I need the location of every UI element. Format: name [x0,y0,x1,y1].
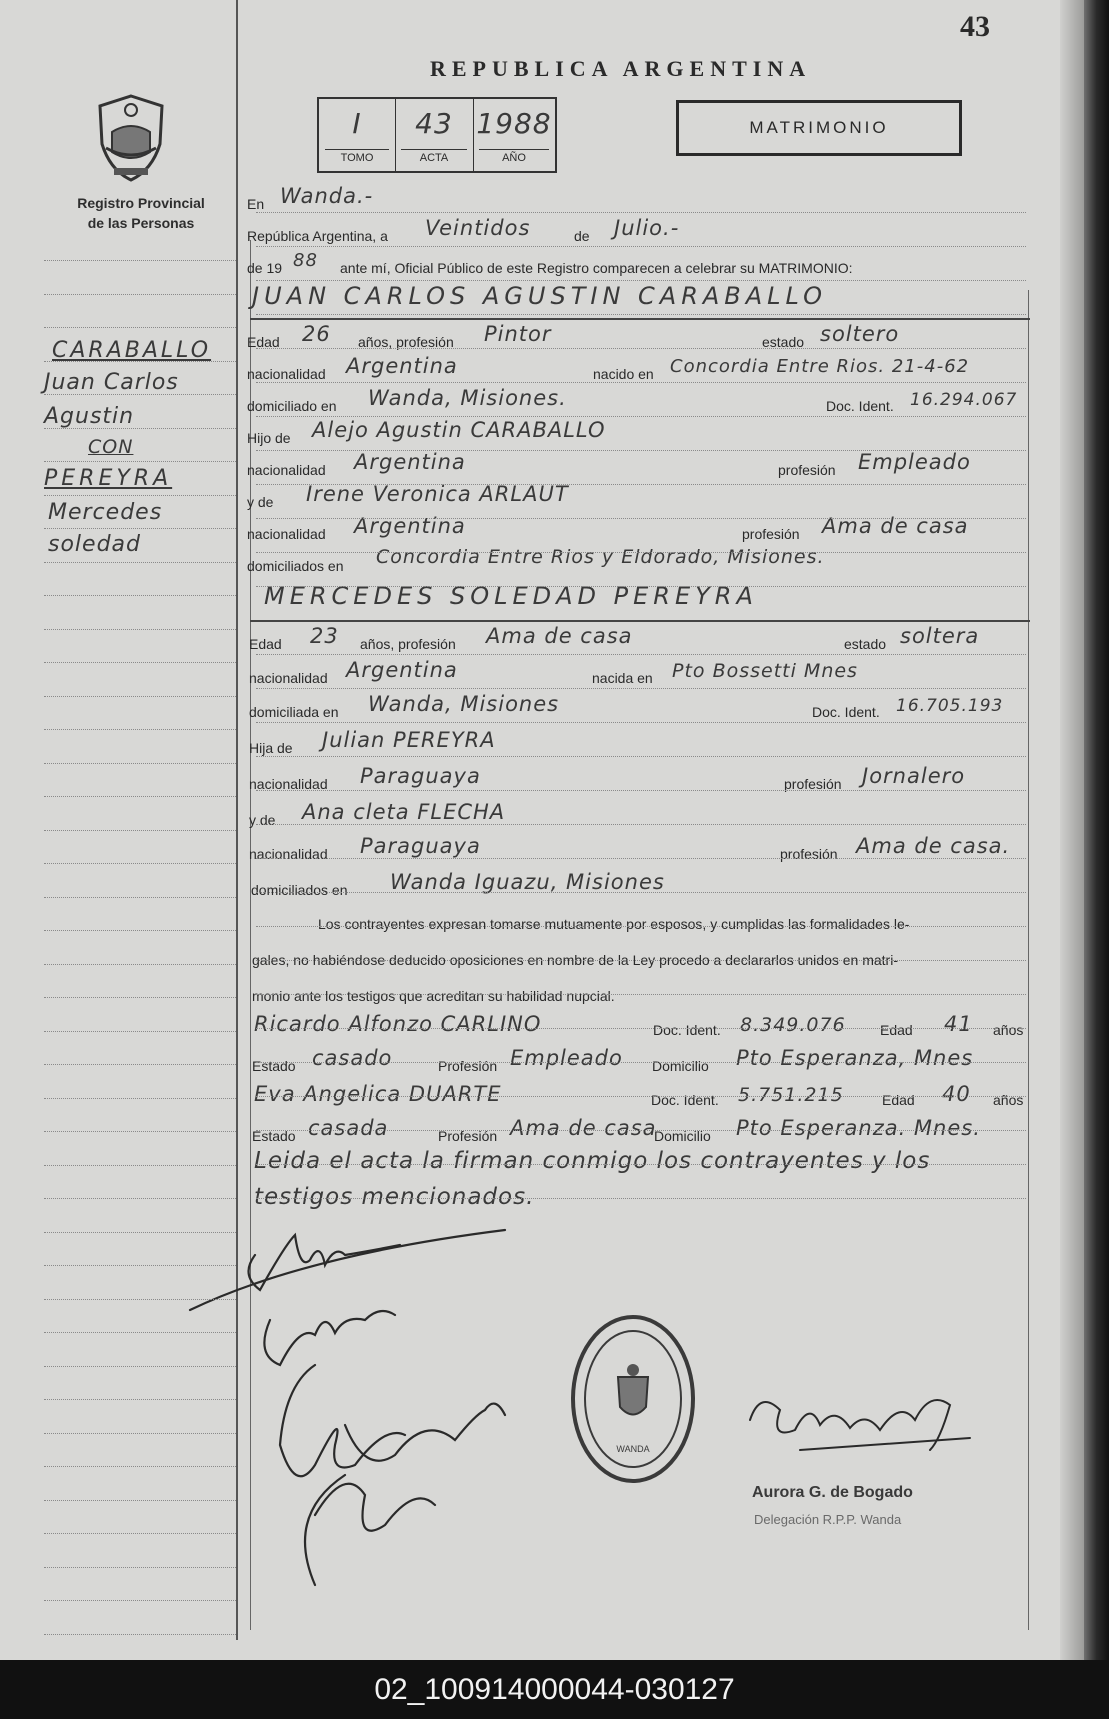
bride-edad-label: Edad [249,636,282,652]
margin-rule [44,1232,236,1233]
witness-2-doc: 5.751.215 [738,1084,844,1106]
margin-rule [44,1567,236,1568]
body-rule [256,1096,1026,1097]
bride-doms-label: domiciliados en [251,882,348,898]
bride-anos-label: años, profesión [360,636,456,652]
witness-1-profesion: Empleado [510,1046,623,1070]
margin-rule [44,1466,236,1467]
bride-estado-label: estado [844,636,887,652]
witness-2-edad-label: Edad [882,1092,915,1108]
margin-rule [44,562,236,563]
margin-rule [44,495,236,496]
witness-1-estado: casado [312,1046,393,1070]
tomo-value: I [352,107,362,140]
country-heading: REPUBLICA ARGENTINA [430,56,812,81]
registry-line-2: de las Personas [87,215,195,231]
ano-label: AÑO [479,149,549,164]
bride-padres-dom: Wanda Iguazu, Misiones [390,870,665,894]
bride-padre: Julian PEREYRA [322,728,496,752]
margin-rule [44,1031,236,1032]
name-divider-rule [250,318,1030,320]
margin-rule [44,930,236,931]
declaration-line-3: monio ante los testigos que acreditan su habilidad nupcial. [252,988,615,1004]
closing-line-2: testigos mencionados. [254,1184,535,1210]
margin-rule [44,863,236,864]
tomo-cell [319,99,396,171]
page-binding-shadow [1060,0,1084,1660]
witness-1-edad: 41 [944,1012,973,1036]
image-id-footer: 02_100914000044-030127 [0,1660,1109,1719]
margin-rule [44,1332,236,1333]
declaration-line-1: Los contrayentes expresan tomarse mutuamente por esposos, y cumplidas las formalidades le- [318,916,910,932]
witness-2-prof-label: Profesión [438,1128,498,1144]
bride-name: MERCEDES SOLEDAD PEREYRA [264,582,758,610]
bride-estado: soltera [900,624,980,648]
acta-box [317,97,557,173]
groom-name: JUAN CARLOS AGUSTIN CARABALLO [252,282,828,310]
officer-signature [740,1380,980,1470]
witness-2-estado-label: Estado [252,1128,296,1144]
body-rule [256,1028,1026,1029]
witness-1-dom-label: Domicilio [652,1058,709,1074]
bride-doc: 16.705.193 [896,696,1004,716]
margin-rule [44,1634,236,1635]
groom-madre-nac-label: nacionalidad [247,526,326,542]
margin-note-line-6: Mercedes [48,500,163,525]
body-rule [256,382,1026,383]
margin-rule [44,361,236,362]
margin-rule [44,830,236,831]
margin-rule [44,528,236,529]
groom-profesion: Pintor [484,322,552,346]
body-rule [256,314,1026,315]
registry-line-1: Registro Provincial [77,195,205,211]
bride-padre-nac-label: nacionalidad [249,776,328,792]
groom-madre-nac: Argentina [354,514,466,538]
ano-cell [473,99,555,171]
body-rule [256,688,1026,689]
body-rule [256,654,1026,655]
body-rule [256,416,1026,417]
margin-rule [44,595,236,596]
bride-yde-label: y de [249,812,276,828]
groom-estado-label: estado [762,334,805,350]
groom-domicilio: Wanda, Misiones. [368,386,567,410]
acta-label: ACTA [401,149,467,164]
bride-madre-prof: Ama de casa. [856,834,1011,858]
margin-rule [44,1265,236,1266]
margin-rule [44,696,236,697]
groom-padre-prof-label: profesión [778,462,836,478]
witness-2-name: Eva Angelica DUARTE [254,1082,502,1106]
margin-rule [44,964,236,965]
bride-madre-prof-label: profesión [780,846,838,862]
official-registry-stamp [568,1312,698,1487]
page-number: 43 [960,10,990,43]
margin-rule [44,1165,236,1166]
bride-padre-prof-label: profesión [784,776,842,792]
groom-padres-dom: Concordia Entre Rios y Eldorado, Misiones. [376,546,825,568]
margin-rule [44,1299,236,1300]
body-rule [256,586,1026,587]
margin-rule [44,260,236,261]
groom-padre: Alejo Agustin CARABALLO [312,418,606,442]
bride-madre: Ana cleta FLECHA [302,800,506,824]
margin-rule [44,796,236,797]
groom-padre-nac: Argentina [354,450,466,474]
body-rule [256,722,1026,723]
witness-1-name: Ricardo Alfonzo CARLINO [254,1012,542,1036]
groom-madre-prof: Ama de casa [822,514,969,538]
groom-doc-label: Doc. Ident. [826,398,894,414]
body-rule [256,790,1026,791]
officer-office: Delegación R.P.P. Wanda [754,1512,902,1527]
margin-rule [44,1399,236,1400]
body-rule [256,892,1026,893]
bride-nacida-label: nacida en [592,670,653,686]
en-label: En [247,196,265,212]
groom-madre-prof-label: profesión [742,526,800,542]
bride-profesion: Ama de casa [486,624,633,648]
margin-note-line-4: CON [88,436,134,458]
witness-1-domicilio: Pto Esperanza, Mnes [736,1046,974,1070]
margin-note-line-3: Agustin [44,404,135,429]
witness-1-anos-label: años [993,1022,1024,1038]
margin-rule [44,763,236,764]
bride-nac-label: nacionalidad [249,670,328,686]
groom-edad: 26 [302,322,331,346]
bride-dom-label: domiciliada en [249,704,339,720]
groom-padre-nac-label: nacionalidad [247,462,326,478]
groom-hijo-label: Hijo de [247,430,291,446]
margin-rule [44,662,236,663]
groom-yde-label: y de [247,494,274,510]
margin-rule [44,1064,236,1065]
registry-label [48,193,234,233]
witness-2-profesion: Ama de casa [510,1116,657,1140]
body-rule [256,280,1026,281]
groom-edad-label: Edad [247,334,280,350]
body-rule [256,824,1026,825]
bride-hija-label: Hija de [249,740,293,756]
bride-domicilio: Wanda, Misiones [368,692,560,716]
witness-2-domicilio: Pto Esperanza. Mnes. [736,1116,981,1140]
bride-madre-nac-label: nacionalidad [249,846,328,862]
margin-rule [44,897,236,898]
svg-text:WANDA: WANDA [616,1444,650,1454]
body-rule [256,518,1026,519]
margin-rule [44,1500,236,1501]
bride-padre-nac: Paraguaya [360,764,481,788]
witness-2-estado: casada [308,1116,389,1140]
margin-note-line-1: CARABALLO [52,338,212,363]
month-value: Julio.- [614,216,680,240]
margin-rule [44,997,236,998]
book-spine [1084,0,1109,1660]
groom-anos-label: años, profesión [358,334,454,350]
provincial-crest-icon [92,92,170,184]
groom-estado: soltero [820,322,900,346]
margin-rule [44,294,236,295]
groom-nac-label: nacionalidad [247,366,326,382]
bride-madre-nac: Paraguaya [360,834,481,858]
body-rule [256,1130,1026,1131]
declaration-line-2: gales, no habiéndose deducido oposiciones en nombre de la Ley procedo a declararlos unidos en matri- [252,952,898,968]
name-divider-rule [250,620,1030,622]
body-rule [256,926,1026,927]
margin-note-line-5: PEREYRA [44,466,173,491]
body-rule [256,246,1026,247]
witness-2-anos-label: años [993,1092,1024,1108]
witness-2-edad: 40 [942,1082,971,1106]
acta-value: 43 [415,107,453,140]
body-rule [256,858,1026,859]
body-rule [256,756,1026,757]
margin-rule [44,729,236,730]
body-rule [256,960,1026,961]
year-prefix: de 19 [247,260,283,276]
bride-nacida: Pto Bossetti Mnes [672,660,858,682]
republica-label: República Argentina, a [247,228,388,244]
margin-rule [44,461,236,462]
body-rule [256,994,1026,995]
bride-doc-label: Doc. Ident. [812,704,880,720]
body-rule [256,348,1026,349]
margin-rule [44,428,236,429]
margin-rule [44,1366,236,1367]
witness-1-prof-label: Profesión [438,1058,498,1074]
body-rule [256,450,1026,451]
witness-1-doc: 8.349.076 [740,1014,846,1036]
margin-rule [44,1131,236,1132]
bride-padre-prof: Jornalero [862,764,966,788]
closing-line-1: Leida el acta la firman conmigo los contrayentes y los [254,1148,931,1174]
margin-rule [44,1600,236,1601]
place-value: Wanda.- [280,184,374,208]
margin-rule [44,1198,236,1199]
margin-rule [44,394,236,395]
body-rule [256,1198,1026,1199]
record-type-box: MATRIMONIO [676,100,962,156]
body-rule [256,1062,1026,1063]
groom-padre-prof: Empleado [858,450,971,474]
witness-2-dom-label: Domicilio [654,1128,711,1144]
margin-note-line-7: soledad [48,532,141,557]
day-value: Veintidos [425,216,531,240]
tomo-label: TOMO [325,149,389,164]
year-suffix: 88 [293,250,318,271]
body-rule [256,484,1026,485]
margin-rule [44,327,236,328]
body-rule [256,1164,1026,1165]
witness-2-doc-label: Doc. Ident. [651,1092,719,1108]
bride-edad: 23 [310,624,339,648]
body-rule [256,552,1026,553]
groom-dom-label: domiciliado en [247,398,337,414]
witness-1-estado-label: Estado [252,1058,296,1074]
officer-name: Aurora G. de Bogado [752,1484,913,1501]
groom-nacionalidad: Argentina [346,354,458,378]
acta-cell [395,99,474,171]
margin-rule [44,1433,236,1434]
margin-rule [44,1098,236,1099]
groom-nacido: Concordia Entre Rios. 21-4-62 [670,356,970,377]
margin-rule [44,1533,236,1534]
groom-nacido-label: nacido en [593,366,654,382]
groom-doc: 16.294.067 [910,390,1018,410]
de-label: de [574,228,590,244]
bride-nacionalidad: Argentina [346,658,458,682]
statement: ante mí, Oficial Público de este Registro comparecen a celebrar su MATRIMONIO: [340,260,853,276]
witness-1-doc-label: Doc. Ident. [653,1022,721,1038]
body-rule [256,212,1026,213]
margin-rule [44,629,236,630]
ano-value: 1988 [476,107,552,140]
contracting-parties-signatures [185,1215,565,1595]
margin-note-line-2: Juan Carlos [44,370,179,395]
groom-madre: Irene Veronica ARLAUT [306,482,569,506]
groom-doms-label: domiciliados en [247,558,344,574]
witness-1-edad-label: Edad [880,1022,913,1038]
